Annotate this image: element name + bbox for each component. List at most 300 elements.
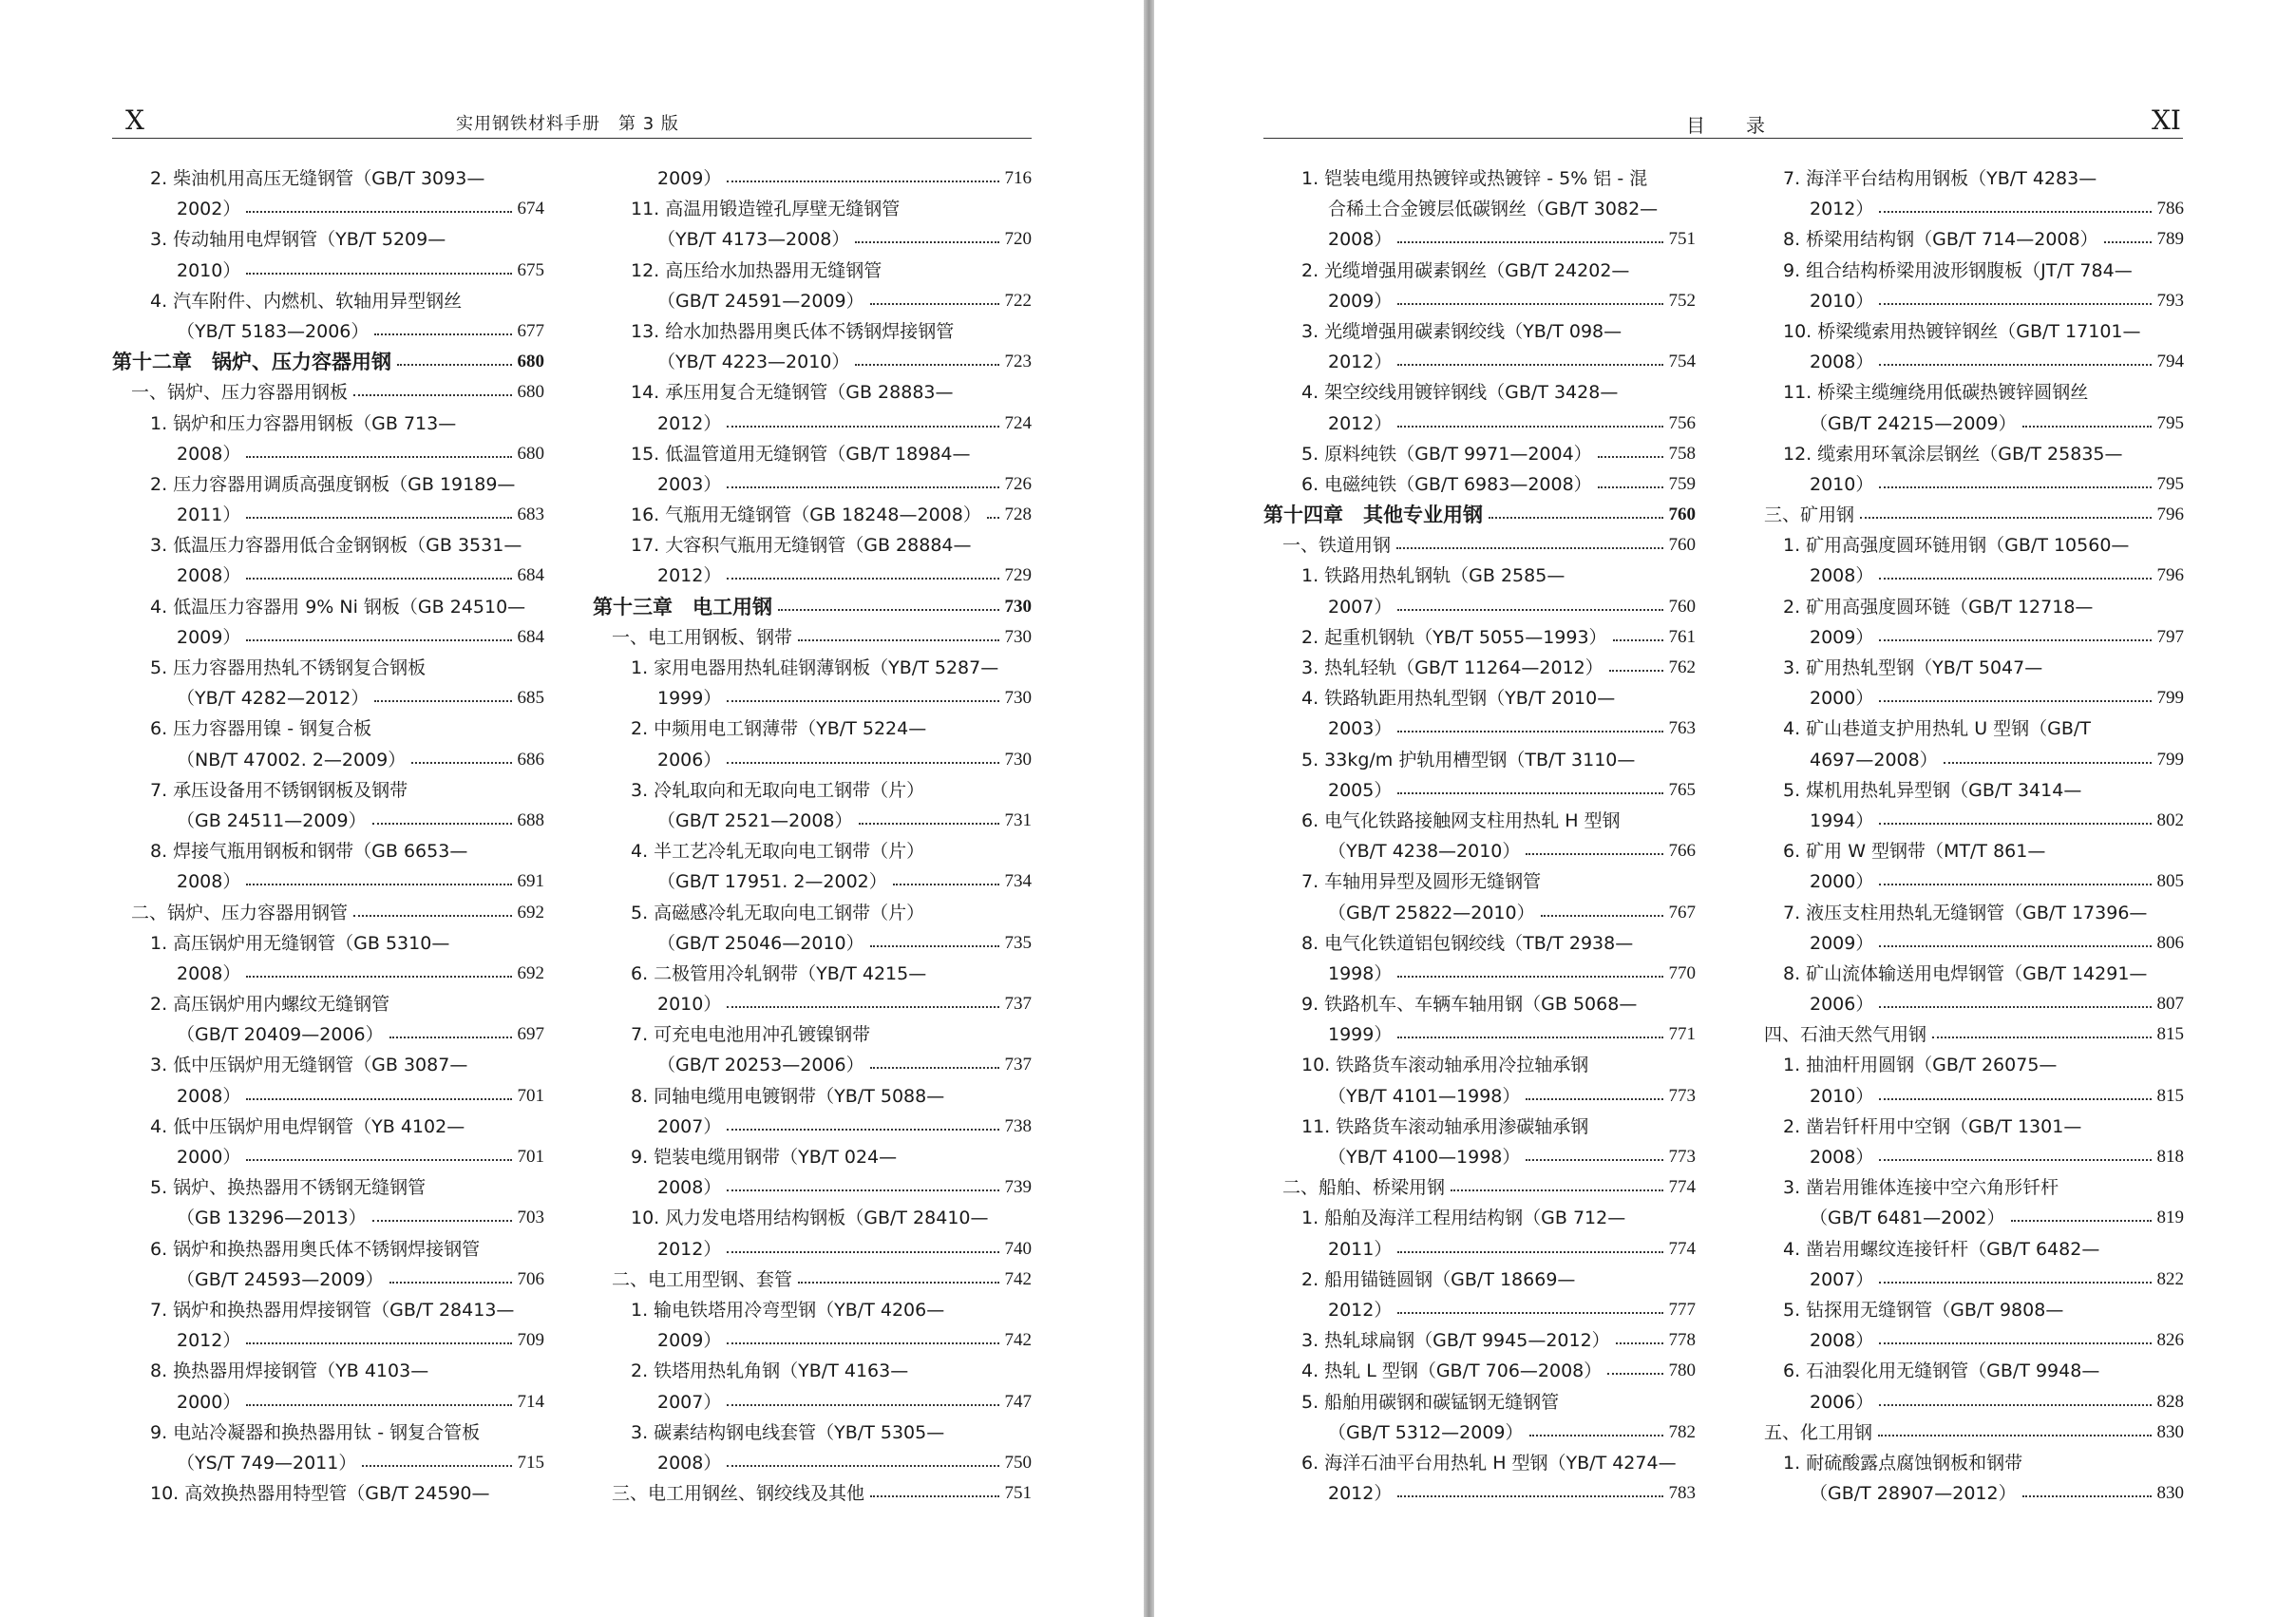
toc-page-number: 795 [2156,412,2184,433]
toc-cont-line [1745,1203,2184,1233]
toc-item-line [1745,836,2184,866]
dot-leader [1879,469,2151,488]
toc-entry-title: 2009） [1328,290,1393,312]
toc-entry-title: 2008） [1810,1330,1874,1352]
dot-leader [870,928,999,947]
toc-item-line [1745,316,2184,347]
toc-page-number: 739 [1004,1177,1032,1198]
toc-page-number: 720 [1004,229,1032,250]
toc-page-number: 793 [2156,290,2184,311]
toc-page-number: 692 [517,902,544,923]
toc-entry-title: 2012） [657,565,722,587]
toc-item-line [593,530,1032,561]
toc-page-number: 709 [517,1330,544,1351]
toc-entry-title: 7. 承压设备用不锈钢钢板及钢带 [150,779,408,801]
toc-page-number: 786 [2156,199,2184,219]
dot-leader [859,806,999,825]
toc-item-line [112,928,544,959]
toc-cont-line [593,224,1032,255]
dot-leader [1489,500,1663,519]
toc-page-number: 773 [1668,1147,1696,1167]
toc-page-number: 828 [2156,1391,2184,1412]
toc-entry-title: 第十二章 锅炉、压力容器用钢 [112,351,391,374]
toc-cont-line [1263,1478,1696,1509]
toc-item-line [112,1050,544,1080]
toc-page-number: 782 [1668,1421,1696,1442]
toc-cont-line [112,1448,544,1478]
toc-cont-line [1745,347,2184,377]
toc-entry-title: 5. 煤机用热轧异型钢（GB/T 3414— [1783,779,2082,801]
toc-entry-title: （YB/T 4282—2012） [177,688,370,710]
toc-entry-title: 2000） [1810,688,1874,710]
toc-item-line [1745,530,2184,561]
toc-item-line [1263,1265,1696,1295]
toc-entry-title: 7. 锅炉和换热器用焊接钢管（GB/T 28413— [150,1299,515,1321]
toc-entry-title: 6. 压力容器用镍 - 钢复合板 [150,718,372,740]
toc-item-line [112,653,544,683]
dot-leader [246,439,511,458]
toc-item-line [1745,1295,2184,1325]
toc-entry-title: 二、锅炉、压力容器用钢管 [131,902,349,923]
toc-cont-line [1745,1478,2184,1509]
toc-item-line [1263,653,1696,683]
toc-page-number: 760 [1668,535,1696,556]
toc-entry-title: 1994） [1810,809,1874,831]
dot-leader [1879,561,2151,580]
toc-item-line [1745,1172,2184,1203]
toc-entry-title: （GB/T 20409—2006） [177,1024,384,1046]
toc-item-line [112,592,544,622]
toc-page-number: 735 [1004,932,1032,953]
toc-entry-title: 2005） [1328,779,1393,801]
dot-leader [1397,1478,1662,1497]
toc-item-line [1745,256,2184,286]
toc-entry-title: 4. 低温压力容器用 9% Ni 钢板（GB 24510— [150,596,526,618]
toc-item-line [112,1478,544,1509]
toc-sec-line [1263,1172,1696,1203]
toc-item-line [112,1234,544,1265]
toc-entry-title: （YS/T 749—2011） [177,1452,357,1474]
toc-cont-line [1263,194,1696,224]
toc-page-number: 747 [1004,1391,1032,1412]
toc-entry-title: 2010） [1810,1085,1874,1107]
toc-entry-title: 2000） [177,1391,241,1413]
toc-entry-title: 8. 换热器用焊接钢管（YB 4103— [150,1360,429,1382]
right-page-running-title: 目 录 [1686,114,1766,137]
toc-entry-title: 2011） [1328,1238,1393,1260]
left-page-number: X [125,105,144,136]
dot-leader [727,683,998,702]
toc-entry-title: 3. 凿岩用锥体连接中空六角形钎杆 [1783,1177,2059,1199]
toc-item-line [593,898,1032,928]
toc-cont-line [1263,224,1696,255]
toc-cont-line [1263,1142,1696,1172]
toc-entry-title: 2007） [657,1391,722,1413]
toc-page-number: 771 [1668,1024,1696,1045]
toc-entry-title: 5. 33kg/m 护轨用槽型钢（TB/T 3110— [1301,749,1636,770]
right-page [1154,0,2296,1617]
dot-leader [389,1019,512,1038]
toc-page-number: 760 [1668,504,1696,525]
toc-page-number: 797 [2156,626,2184,647]
toc-entry-title: 2008） [177,1085,241,1107]
toc-entry-title: 2012） [1328,1483,1393,1505]
toc-item-line [1263,163,1696,194]
toc-entry-title: 2012） [1328,1299,1393,1321]
dot-leader [798,622,998,641]
left-page-header [112,106,1032,139]
toc-entry-title: 1999） [657,688,722,710]
toc-entry-title: （YB/T 4100—1998） [1328,1147,1521,1168]
toc-page-number: 742 [1004,1268,1032,1289]
toc-page-number: 830 [2156,1483,2184,1504]
toc-entry-title: 二、电工用型钢、套管 [612,1268,793,1290]
toc-cont-line [112,806,544,836]
toc-entry-title: 2012） [657,412,722,434]
toc-cont-line [1263,713,1696,744]
toc-entry-title: 2002） [177,199,241,220]
toc-page-number: 819 [2156,1208,2184,1228]
toc-page-number: 674 [517,199,544,219]
toc-cont-line [1263,1234,1696,1265]
toc-entry-title: 5. 压力容器用热轧不锈钢复合钢板 [150,657,427,678]
dot-leader [1397,959,1662,978]
toc-page-number: 728 [1004,504,1032,525]
toc-page-number: 685 [517,688,544,709]
dot-leader [1879,1265,2151,1284]
dot-leader [389,1265,512,1284]
toc-cont-line [1745,928,2184,959]
toc-page-number: 796 [2156,565,2184,586]
toc-entry-title: 2010） [1810,290,1874,312]
toc-sec-line [1745,1417,2184,1448]
dot-leader [1879,866,2151,885]
toc-item-line [593,959,1032,989]
toc-cont-line [1745,683,2184,713]
toc-item-line [593,1295,1032,1325]
dot-leader [1609,653,1663,672]
toc-page-number: 730 [1004,626,1032,647]
toc-entry-title: 2012） [177,1330,241,1352]
toc-item-line [112,409,544,439]
toc-cont-line [593,1448,1032,1478]
dot-leader [2022,409,2152,428]
toc-cont-line [112,1387,544,1417]
toc-entry-title: 2008） [1328,229,1393,251]
toc-entry-title: 8. 同轴电缆用电镀钢带（YB/T 5088— [631,1085,945,1107]
toc-item-line [1745,224,2184,255]
toc-entry-title: 1. 高压锅炉用无缝钢管（GB 5310— [150,932,450,954]
toc-item-line [593,1356,1032,1386]
toc-entry-title: 1999） [1328,1024,1393,1046]
toc-page-number: 806 [2156,932,2184,953]
toc-entry-title: 5. 锅炉、换热器用不锈钢无缝钢管 [150,1177,427,1199]
toc-entry-title: 2012） [1328,352,1393,373]
toc-entry-title: 4. 凿岩用螺纹连接钎杆（GB/T 6482— [1783,1238,2100,1260]
toc-cont-line [1745,1142,2184,1172]
toc-entry-title: 4. 铁路轨距用热轧型钢（YB/T 2010— [1301,688,1616,710]
toc-entry-title: 12. 高压给水加热器用无缝钢管 [631,259,882,281]
toc-page-number: 818 [2156,1147,2184,1167]
toc-item-line [1745,653,2184,683]
dot-leader [2011,1203,2152,1222]
toc-item-line [593,500,1032,530]
toc-page-number: 780 [1668,1360,1696,1381]
toc-cont-line [1263,592,1696,622]
toc-entry-title: 5. 高磁感冷轧无取向电工钢带（片） [631,902,925,923]
toc-entry-title: （YB/T 4223—2010） [657,352,850,373]
dot-leader [1932,1019,2151,1038]
dot-leader [1397,713,1662,732]
dot-leader [362,1448,511,1467]
dot-leader [246,622,511,641]
toc-entry-title: 2008） [177,443,241,465]
toc-entry-title: 4. 矿山巷道支护用热轧 U 型钢（GB/T [1783,718,2091,740]
toc-entry-title: 2. 起重机钢轨（YB/T 5055—1993） [1301,626,1607,648]
toc-page-number: 692 [517,962,544,983]
toc-cont-line [112,500,544,530]
toc-cont-line [1745,1265,2184,1295]
toc-page-number: 675 [517,259,544,280]
toc-entry-title: （GB/T 25822—2010） [1328,902,1535,923]
toc-entry-title: 2. 船用锚链圆钢（GB/T 18669— [1301,1268,1576,1290]
dot-leader [372,1203,512,1222]
dot-leader [374,316,511,335]
toc-cont-line [1745,1081,2184,1112]
toc-page-number: 770 [1668,962,1696,983]
dot-leader [1397,775,1662,794]
toc-sec-line [1745,1019,2184,1050]
toc-entry-title: 4697—2008） [1810,749,1938,770]
dot-leader [1607,1356,1662,1375]
toc-cont-line [593,1234,1032,1265]
toc-page-number: 751 [1668,229,1696,250]
toc-page-number: 686 [517,749,544,770]
right-page-header [1263,106,2183,139]
toc-entry-title: 2. 高压锅炉用内螺纹无缝钢管 [150,994,390,1016]
left-page [0,0,1144,1617]
toc-page-number: 737 [1004,994,1032,1015]
toc-cont-line [112,256,544,286]
toc-entry-title: 5. 钻探用无缝钢管（GB/T 9808— [1783,1299,2064,1321]
toc-page-number: 715 [517,1452,544,1473]
toc-cont-line [112,194,544,224]
toc-page-number: 783 [1668,1483,1696,1504]
toc-page-number: 773 [1668,1085,1696,1106]
toc-item-line [593,1142,1032,1172]
toc-entry-title: 9. 组合结构桥梁用波形钢腹板（JT/T 784— [1783,259,2133,281]
toc-item-line [1745,713,2184,744]
dot-leader [727,561,998,580]
toc-sec-line [1263,530,1696,561]
toc-item-line [1263,1387,1696,1417]
toc-page-number: 761 [1668,626,1696,647]
dot-leader [246,500,511,519]
toc-page-number: 730 [1004,596,1032,617]
toc-entry-title: 11. 高温用锻造镗孔厚壁无缝钢管 [631,199,901,220]
toc-cont-line [112,959,544,989]
dot-leader [1598,469,1663,488]
toc-cont-line [112,561,544,591]
toc-entry-title: 10. 风力发电塔用结构钢板（GB/T 28410— [631,1208,989,1229]
toc-entry-title: 2009） [1810,626,1874,648]
toc-page-number: 765 [1668,779,1696,800]
dot-leader [1526,836,1662,855]
toc-item-line [1745,1234,2184,1265]
toc-cont-line [593,286,1032,316]
toc-page-number: 767 [1668,902,1696,923]
toc-entry-title: 13. 给水加热器用奥氏体不锈钢焊接钢管 [631,320,955,342]
toc-page-number: 774 [1668,1238,1696,1259]
toc-item-line [593,653,1032,683]
dot-leader [1397,592,1662,611]
toc-entry-title: 2. 凿岩钎杆用中空钢（GB/T 1301— [1783,1115,2082,1137]
left-toc-column-2 [593,163,1032,1509]
toc-page-number: 697 [517,1024,544,1045]
toc-page-number: 742 [1004,1330,1032,1351]
toc-sec-line [593,1265,1032,1295]
toc-item-line [112,1295,544,1325]
dot-leader [1451,1172,1662,1191]
dot-leader [1879,622,2151,641]
toc-item-line [1745,1448,2184,1478]
toc-cont-line [112,745,544,775]
toc-cont-line [1745,1387,2184,1417]
toc-entry-title: （YB/T 5183—2006） [177,320,370,342]
toc-cont-line [1745,622,2184,653]
toc-item-line [1263,1325,1696,1356]
dot-leader [1613,622,1663,641]
dot-leader [1396,530,1662,549]
toc-entry-title: 6. 电气化铁路接触网支柱用热轧 H 型钢 [1301,809,1621,831]
toc-entry-title: 一、锅炉、压力容器用钢板 [131,382,349,404]
dot-leader [1598,439,1663,458]
toc-cont-line [1263,409,1696,439]
toc-item-line [112,1172,544,1203]
toc-entry-title: 1998） [1328,962,1393,984]
toc-cont-line [1745,561,2184,591]
toc-cont-line [112,1265,544,1295]
toc-page-number: 680 [517,382,544,403]
toc-cont-line [593,1050,1032,1080]
toc-page-number: 716 [1004,168,1032,188]
toc-entry-title: （YB/T 4173—2008） [657,229,850,251]
toc-sec-line [1745,500,2184,530]
toc-entry-title: （GB/T 25046—2010） [657,932,864,954]
toc-page-number: 677 [517,320,544,341]
toc-cont-line [1263,347,1696,377]
dot-leader [855,224,998,243]
toc-item-line [1263,1356,1696,1386]
toc-entry-title: 第十三章 电工用钢 [593,595,772,618]
dot-leader [727,1325,998,1344]
toc-item-line [1263,256,1696,286]
toc-page-number: 754 [1668,352,1696,372]
toc-cont-line [1263,775,1696,806]
left-toc-column-1 [112,163,544,1509]
toc-item-line [593,439,1032,469]
toc-entry-title: 1. 铠装电缆用热镀锌或热镀锌 - 5% 铝 - 混 [1301,168,1648,189]
right-toc-column-2 [1745,163,2184,1509]
toc-cont-line [593,745,1032,775]
toc-cont-line [1745,989,2184,1019]
dot-leader [246,256,511,275]
dot-leader [372,806,512,825]
toc-item-line [593,256,1032,286]
toc-page-number: 778 [1668,1330,1696,1351]
toc-entry-title: 2. 矿用高强度圆环链（GB/T 12718— [1783,596,2094,618]
toc-page-number: 822 [2156,1268,2184,1289]
toc-entry-title: 11. 铁路货车滚动轴承用渗碳轴承钢 [1301,1115,1589,1137]
toc-entry-title: （GB/T 5312—2009） [1328,1421,1524,1443]
toc-entry-title: 1. 耐硫酸露点腐蚀钢板和钢带 [1783,1452,2023,1474]
toc-item-line [593,713,1032,744]
dot-leader [2022,1478,2152,1497]
toc-item-line [1263,622,1696,653]
toc-page-number: 726 [1004,473,1032,494]
toc-cont-line [1263,959,1696,989]
dot-leader [1397,409,1662,428]
toc-entry-title: 5. 船舶用碳钢和碳锰钢无缝钢管 [1301,1391,1560,1413]
toc-cont-line [593,163,1032,194]
toc-entry-title: 3. 低温压力容器用低合金钢钢板（GB 3531— [150,535,522,557]
toc-entry-title: （GB/T 28907—2012） [1810,1483,2017,1505]
toc-item-line [593,194,1032,224]
toc-cont-line [593,1325,1032,1356]
toc-item-line [112,469,544,500]
toc-entry-title: 3. 冷轧取向和无取向电工钢带（片） [631,779,925,801]
toc-entry-title: 二、船舶、桥梁用钢 [1282,1177,1446,1199]
toc-entry-title: （GB/T 17951. 2—2002） [657,871,887,893]
toc-cont-line [593,806,1032,836]
dot-leader [1397,1295,1662,1314]
toc-item-line [1745,377,2184,408]
toc-entry-title: 17. 大容积气瓶用无缝钢管（GB 28884— [631,535,972,557]
toc-page-number: 759 [1668,473,1696,494]
dot-leader [246,1325,511,1344]
toc-cont-line [593,1112,1032,1142]
toc-item-line [593,775,1032,806]
toc-item-line [1263,866,1696,897]
toc-item-line [112,163,544,194]
toc-page-number: 763 [1668,718,1696,739]
toc-entry-title: 1. 抽油杆用圆钢（GB/T 26075— [1783,1055,2058,1076]
toc-page-number: 731 [1004,809,1032,830]
toc-item-line [112,989,544,1019]
toc-entry-title: 2008） [1810,1147,1874,1168]
toc-cont-line [112,439,544,469]
toc-chapter-line [593,592,1032,622]
toc-item-line [112,1112,544,1142]
toc-cont-line [1263,1019,1696,1050]
toc-entry-title: 3. 热轧球扁钢（GB/T 9945—2012） [1301,1330,1610,1352]
toc-chapter-line [1263,500,1696,530]
dot-leader [1879,683,2151,702]
dot-leader [1879,194,2151,213]
toc-entry-title: 一、电工用钢板、钢带 [612,626,793,648]
toc-entry-title: 2009） [657,1330,722,1352]
toc-entry-title: 5. 原料纯铁（GB/T 9971—2004） [1301,443,1592,465]
toc-entry-title: 2010） [657,994,722,1016]
toc-entry-title: 合稀土合金镀层低碳钢丝（GB/T 3082— [1328,199,1659,220]
toc-page-number: 760 [1668,596,1696,617]
toc-item-line [1745,1356,2184,1386]
toc-entry-title: 6. 电磁纯铁（GB/T 6983—2008） [1301,473,1592,495]
toc-cont-line [1263,1417,1696,1448]
toc-cont-line [1745,806,2184,836]
toc-page-number: 758 [1668,443,1696,464]
toc-page-number: 706 [517,1268,544,1289]
